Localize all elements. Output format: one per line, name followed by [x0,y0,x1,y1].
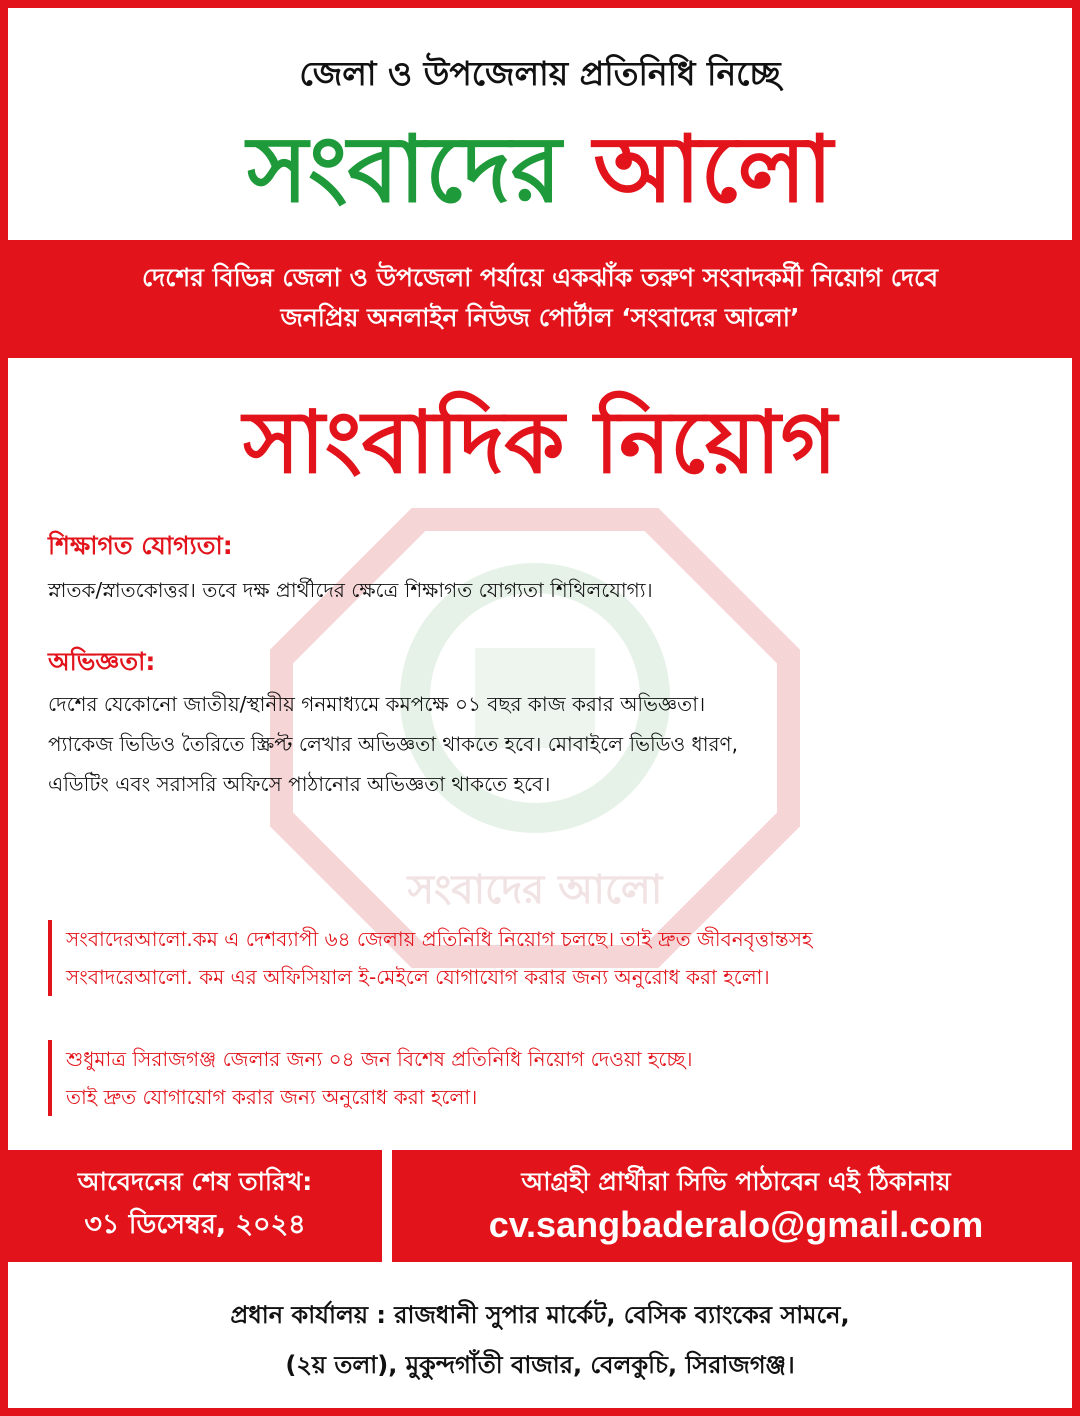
experience-body [48,684,1048,804]
masthead-red-word: আলো [593,116,833,223]
deadline-box [8,1150,382,1262]
tagline: জেলা ও উপজেলায় প্রতিনিধি নিচ্ছে [299,54,781,93]
apply-box [392,1150,1080,1262]
address-line-1: প্রধান কার্যালয় : রাজধানী সুপার মার্কেট, বেসিক ব্যাংকের সামনে, [230,1301,850,1329]
experience-title: অভিজ্ঞতা: [48,647,156,676]
banner-line-2: জনপ্রিয় অনলাইন নিউজ পোর্টাল ‘সংবাদের আলো’ [280,303,800,332]
sirajganj-notice [48,1040,1058,1116]
deadline-label: আবেদনের শেষ তারিখ: [77,1167,313,1196]
headline: সাংবাদিক নিয়োগ [243,393,837,493]
masthead-green-word: সংবাদের [247,116,562,223]
announcement-banner [8,240,1072,358]
apply-label: আগ্রহী প্রার্থীরা সিভি পাঠাবেন এই ঠিকানায় [521,1167,951,1196]
notice1-line-1: সংবাদেরআলো.কম এ দেশব্যাপী ৬৪ জেলায় প্রতিনিধি নিয়োগ চলছে। তাই দ্রুত জীবনবৃত্তান্তসহ [66,927,813,951]
watermark-text: সংবাদের আলো [407,867,663,913]
education-title: শিক্ষাগত যোগ্যতা: [48,531,233,560]
notice2-line-1: শুধুমাত্র সিরাজগঞ্জ জেলার জন্য ০৪ জন বিশেষ প্রতিনিধি নিয়োগ দেওয়া হচ্ছে। [66,1047,693,1071]
nationwide-notice [48,920,1058,996]
notice2-line-2: তাই দ্রুত যোগায়োগ করার জন্য অনুরোধ করা হলো। [66,1085,478,1109]
masthead-logo [8,110,1072,230]
experience-line-3: এডিটিং এবং সরাসরি অফিসে পাঠানোর অভিজ্ঞতা থাকতে হবে। [48,772,551,796]
experience-line-2: প্যাকেজ ভিডিও তৈরিতে স্ক্রিপ্ট লেখার অভিজ্ঞতা থাকতে হবে। মোবাইলে ভিডিও ধারণ, [48,732,738,756]
notice1-line-2: সংবাদরেআলো. কম এর অফিসিয়াল ই-মেইলে যোগাযোগ করার জন্য অনুরোধ করা হলো। [66,965,770,989]
banner-line-1: দেশের বিভিন্ন জেলা ও উপজেলা পর্যায়ে একঝাঁক তরুণ সংবাদকর্মী নিয়োগ দেবে [142,263,938,292]
address-line-2: (২য় তলা), মুকুন্দগাঁতী বাজার, বেলকুচি, সিরাজগঞ্জ। [285,1351,795,1379]
deadline-date: ৩১ ডিসেম্বর, ২০২৪ [84,1209,306,1240]
office-address [8,1290,1072,1390]
bottom-info-row [8,1150,1072,1262]
education-body: স্নাতক/স্নাতকোত্তর। তবে দক্ষ প্রার্থীদের ক্ষেত্রে শিক্ষাগত যোগ্যতা শিথিলযোগ্য। [48,578,653,602]
experience-line-1: দেশের যেকোনো জাতীয়/স্থানীয় গনমাধ্যমে কমপক্ষে ০১ বছর কাজ করার অভিজ্ঞতা। [48,692,706,716]
apply-email[interactable]: cv.sangbaderalo@gmail.com [488,1204,984,1245]
